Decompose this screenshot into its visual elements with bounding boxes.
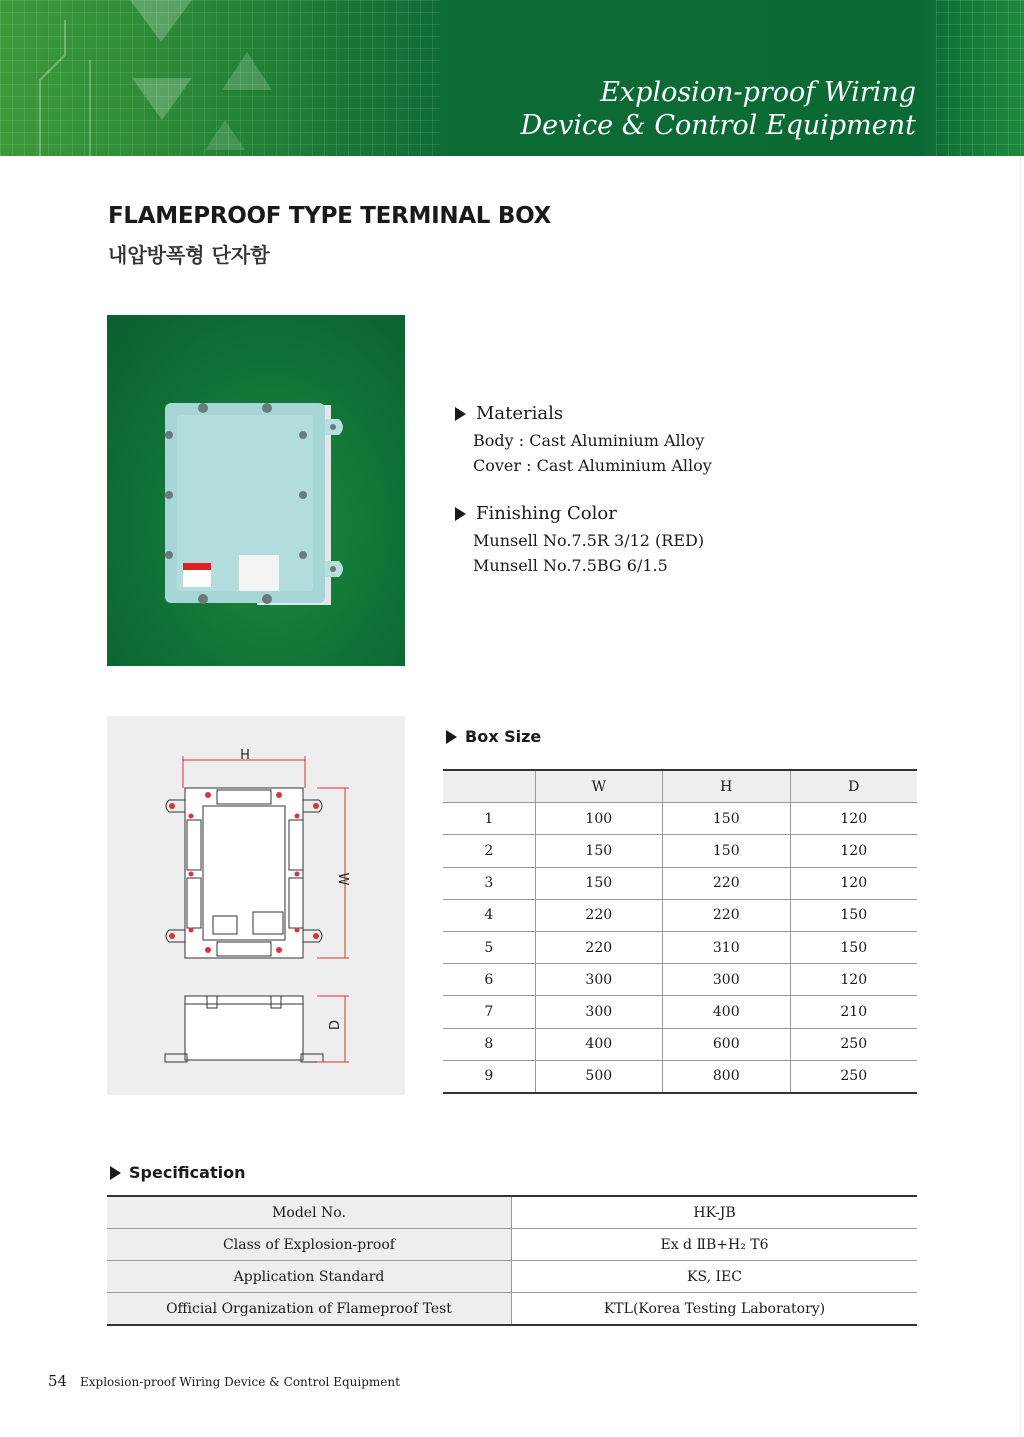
cell-index: 2 [443,835,535,867]
spec-value: KS, IEC [512,1261,918,1293]
materials-block [455,403,712,478]
specification-heading-text: Specification [129,1163,246,1182]
box-size-heading-text: Box Size [465,727,542,746]
table-row [443,996,917,1028]
materials-heading [455,403,712,424]
table-row [443,964,917,996]
dimension-drawing [107,716,405,1095]
specification-table [107,1195,917,1326]
cell-d: 250 [790,1028,917,1060]
cell-index: 1 [443,803,535,835]
table-row [107,1196,917,1229]
materials-heading-text: Materials [476,403,564,424]
spec-key: Official Organization of Flameproof Test [107,1293,512,1326]
materials-cover-line: Cover : Cast Aluminium Alloy [473,456,712,475]
cell-h: 300 [663,964,790,996]
cell-w: 150 [535,867,662,899]
finishing-color-line-2: Munsell No.7.5BG 6/1.5 [473,556,668,575]
bullet-triangle-icon [455,507,466,521]
cell-w: 220 [535,931,662,963]
table-row [443,1028,917,1060]
bullet-triangle-icon [446,730,457,744]
table-row [107,1261,917,1293]
box-size-heading [446,727,541,746]
column-header-w: W [535,770,662,803]
cell-h: 220 [663,899,790,931]
spec-key: Model No. [107,1196,512,1229]
cell-d: 150 [790,899,917,931]
cell-index: 7 [443,996,535,1028]
finishing-heading-text: Finishing Color [476,503,617,524]
spec-value: Ex d ⅡB+H₂ T6 [512,1229,918,1261]
dimension-drawing-svg [107,716,405,1095]
banner-title-line1: Explosion-proof Wiring [600,77,916,108]
banner-grid-pattern-right [936,0,1024,156]
spec-key: Application Standard [107,1261,512,1293]
dimension-label-h: H [240,748,250,763]
page-title: FLAMEPROOF TYPE TERMINAL BOX [108,203,551,229]
bullet-triangle-icon [455,407,466,421]
cell-d: 120 [790,964,917,996]
cell-h: 150 [663,835,790,867]
cell-w: 150 [535,835,662,867]
bullet-triangle-icon [110,1166,121,1180]
cell-w: 300 [535,964,662,996]
cell-h: 220 [663,867,790,899]
cell-d: 250 [790,1060,917,1093]
table-row [443,1060,917,1093]
cell-h: 400 [663,996,790,1028]
banner-triangles-graphic [0,0,440,156]
cell-w: 400 [535,1028,662,1060]
cell-index: 4 [443,899,535,931]
cell-h: 600 [663,1028,790,1060]
cell-index: 6 [443,964,535,996]
finishing-color-line-1: Munsell No.7.5R 3/12 (RED) [473,531,705,550]
cell-h: 150 [663,803,790,835]
spec-key: Class of Explosion-proof [107,1229,512,1261]
cell-d: 150 [790,931,917,963]
cell-index: 9 [443,1060,535,1093]
footer-text: Explosion-proof Wiring Device & Control Equipment [80,1375,400,1389]
cell-d: 120 [790,867,917,899]
banner-title [521,76,916,142]
page-edge-rule [1020,156,1021,1437]
finishing-block [455,503,704,578]
cell-index: 3 [443,867,535,899]
finishing-heading [455,503,704,524]
terminal-box-illustration [107,315,405,666]
cell-w: 300 [535,996,662,1028]
cell-w: 500 [535,1060,662,1093]
table-row [443,803,917,835]
box-size-header-row [443,770,917,803]
cell-d: 120 [790,803,917,835]
materials-body-line: Body : Cast Aluminium Alloy [473,431,705,450]
table-row [443,899,917,931]
spec-value: HK-JB [512,1196,918,1229]
table-row [107,1293,917,1326]
table-row [443,867,917,899]
spec-value: KTL(Korea Testing Laboratory) [512,1293,918,1326]
cell-d: 120 [790,835,917,867]
banner-title-line2: Device & Control Equipment [520,110,916,141]
cell-w: 100 [535,803,662,835]
cell-index: 5 [443,931,535,963]
dimension-label-d: D [328,1019,343,1031]
table-row [107,1229,917,1261]
specification-heading [110,1163,245,1182]
column-header-index [443,770,535,803]
cell-d: 210 [790,996,917,1028]
table-row [443,835,917,867]
cell-w: 220 [535,899,662,931]
dimension-label-w: W [335,872,350,886]
page-number: 54 [48,1372,68,1390]
header-banner [0,0,1024,156]
column-header-h: H [663,770,790,803]
table-row [443,931,917,963]
column-header-d: D [790,770,917,803]
product-photo [107,315,405,666]
cell-h: 310 [663,931,790,963]
box-size-table [443,769,917,1094]
cell-index: 8 [443,1028,535,1060]
page-subtitle: 내압방폭형 단자함 [108,243,270,267]
cell-h: 800 [663,1060,790,1093]
